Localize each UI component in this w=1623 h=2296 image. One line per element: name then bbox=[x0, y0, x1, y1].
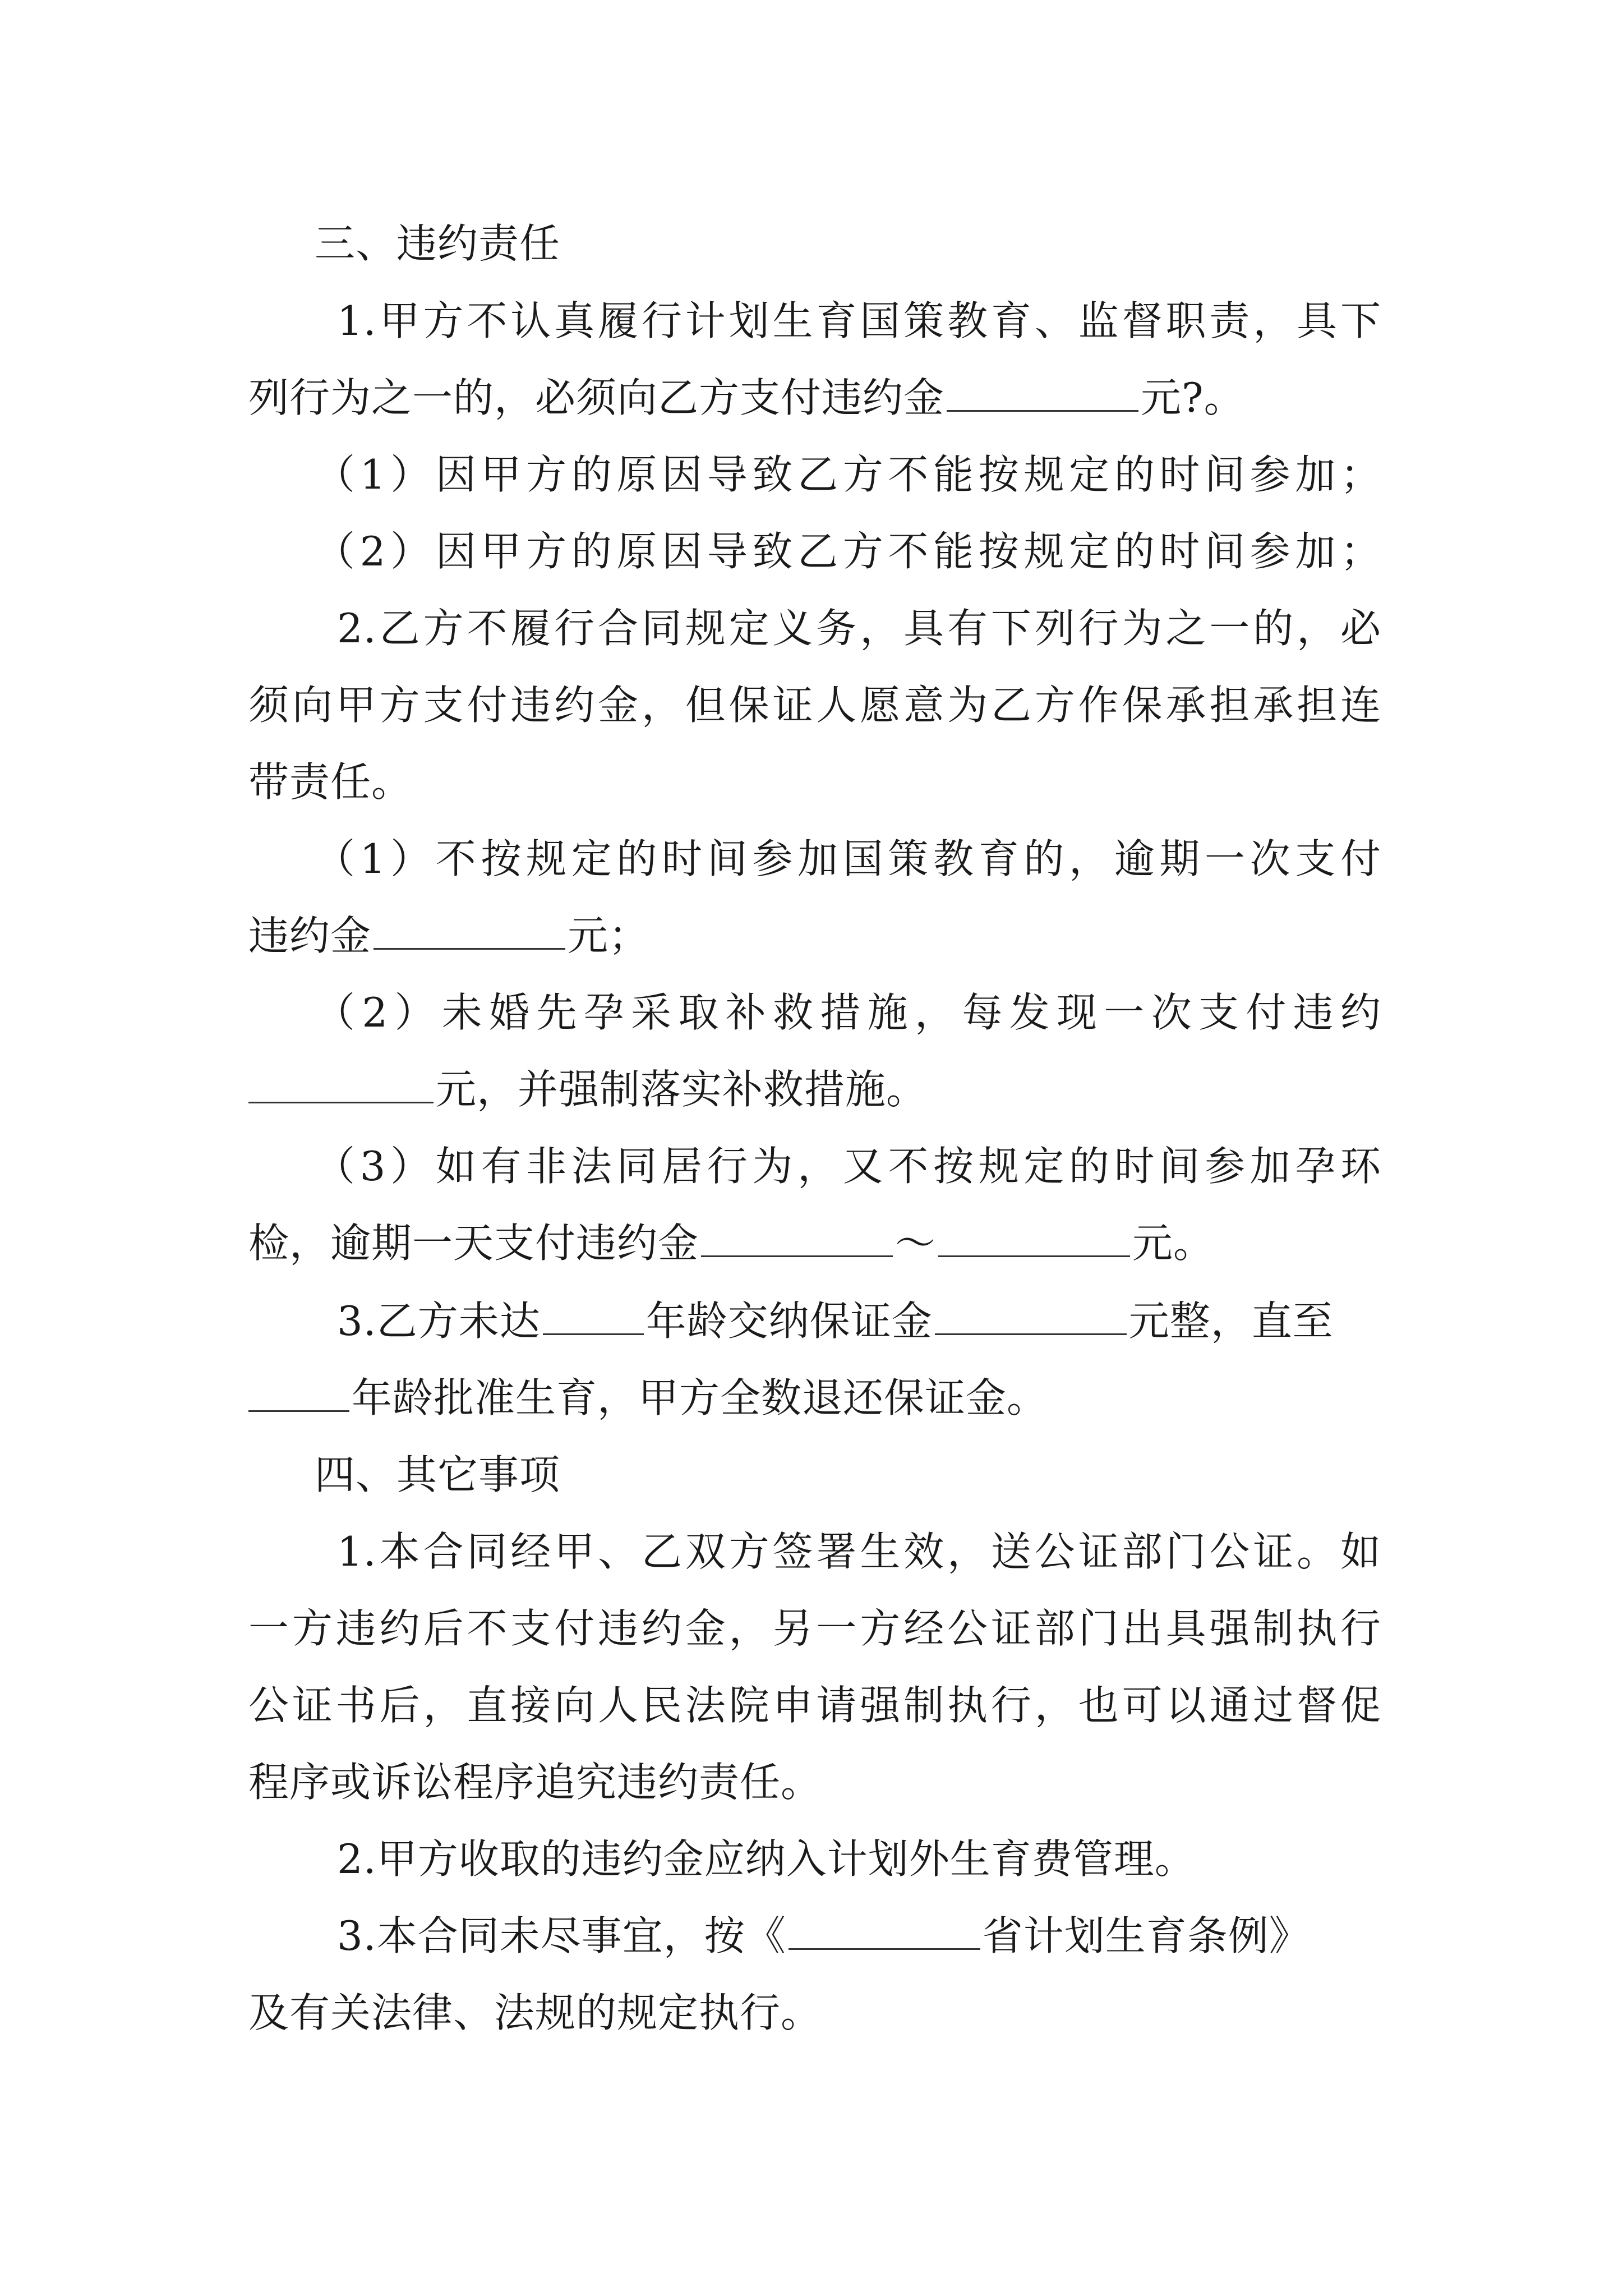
fill-in-blank[interactable] bbox=[938, 1222, 1130, 1257]
clause-3-1-line2: 列行为之一的，必须向乙方支付违约金 元?。 bbox=[248, 374, 1245, 421]
clause-3-2-sub3-line1: （3）如有非法同居行为，又不按规定的时间参加孕环 bbox=[315, 1143, 1381, 1190]
fill-in-blank[interactable] bbox=[543, 1300, 644, 1335]
clause-3-2-sub1-line2: 违约金 元； bbox=[248, 912, 650, 959]
clause-3-2-sub3-line2: 检，逾期一天支付违约金 ～ 元。 bbox=[248, 1220, 1215, 1267]
section-heading-breach-liability: 三、违约责任 bbox=[315, 220, 561, 267]
clause-3-2-sub2-line1: （2）未婚先孕采取补救措施，每发现一次支付违约 bbox=[315, 989, 1381, 1036]
clause-3-3 bbox=[248, 1283, 1381, 1437]
fill-in-blank[interactable] bbox=[935, 1300, 1127, 1335]
clause-4-2: 2.甲方收取的违约金应纳入计划外生育费管理。 bbox=[337, 1835, 1196, 1883]
clause-4-1-line4: 程序或诉讼程序追究违约责任。 bbox=[248, 1759, 822, 1806]
section-heading-other-matters: 四、其它事项 bbox=[315, 1451, 561, 1498]
fill-in-blank[interactable] bbox=[248, 1377, 349, 1412]
fill-in-blank[interactable] bbox=[374, 914, 565, 950]
clause-3-2-line2: 须向甲方支付违约金，但保证人愿意为乙方作保承担承担连 bbox=[248, 682, 1381, 729]
clause-4-3-line1: 3.本合同未尽事宜，按《 省计划生育条例》 bbox=[337, 1912, 1310, 1959]
clause-3-3-line2: 年龄批准生育，甲方全数退还保证金。 bbox=[248, 1360, 1381, 1437]
clause-3-1-sub2: （2）因甲方的原因导致乙方不能按规定的时间参加； bbox=[315, 528, 1381, 575]
clause-3-2-line1: 2.乙方不履行合同规定义务，具有下列行为之一的，必 bbox=[337, 605, 1381, 652]
clause-4-1-line3: 公证书后，直接向人民法院申请强制执行，也可以通过督促 bbox=[248, 1682, 1381, 1729]
clause-3-2-line3: 带责任。 bbox=[248, 758, 413, 806]
clause-4-3 bbox=[248, 1898, 1381, 2051]
clause-4-3-line2: 及有关法律、法规的规定执行。 bbox=[248, 1989, 822, 2036]
clause-3-2 bbox=[248, 590, 1381, 1282]
clause-3-3-line1: 3.乙方未达 年龄交纳保证金 元整，直至 bbox=[337, 1297, 1334, 1345]
clause-4-1-line1: 1.本合同经甲、乙双方签署生效，送公证部门公证。如 bbox=[337, 1528, 1381, 1575]
fill-in-blank[interactable] bbox=[248, 1068, 434, 1103]
fill-in-blank[interactable] bbox=[947, 376, 1138, 412]
clause-3-1-sub1: （1）因甲方的原因导致乙方不能按规定的时间参加； bbox=[315, 451, 1381, 498]
clause-4-1 bbox=[248, 1513, 1381, 1821]
clause-3-1-line1: 1.甲方不认真履行计划生育国策教育、监督职责，具下 bbox=[337, 297, 1381, 344]
clause-3-2-sub1-line1: （1）不按规定的时间参加国策教育的，逾期一次支付 bbox=[315, 835, 1381, 882]
clause-4-1-line2: 一方违约后不支付违约金，另一方经公证部门出具强制执行 bbox=[248, 1605, 1381, 1652]
fill-in-blank[interactable] bbox=[701, 1222, 893, 1257]
clause-3-2-sub2-line2: 元，并强制落实补救措施。 bbox=[248, 1051, 1381, 1128]
clause-3-1 bbox=[248, 283, 1381, 590]
fill-in-blank[interactable] bbox=[789, 1915, 980, 1950]
